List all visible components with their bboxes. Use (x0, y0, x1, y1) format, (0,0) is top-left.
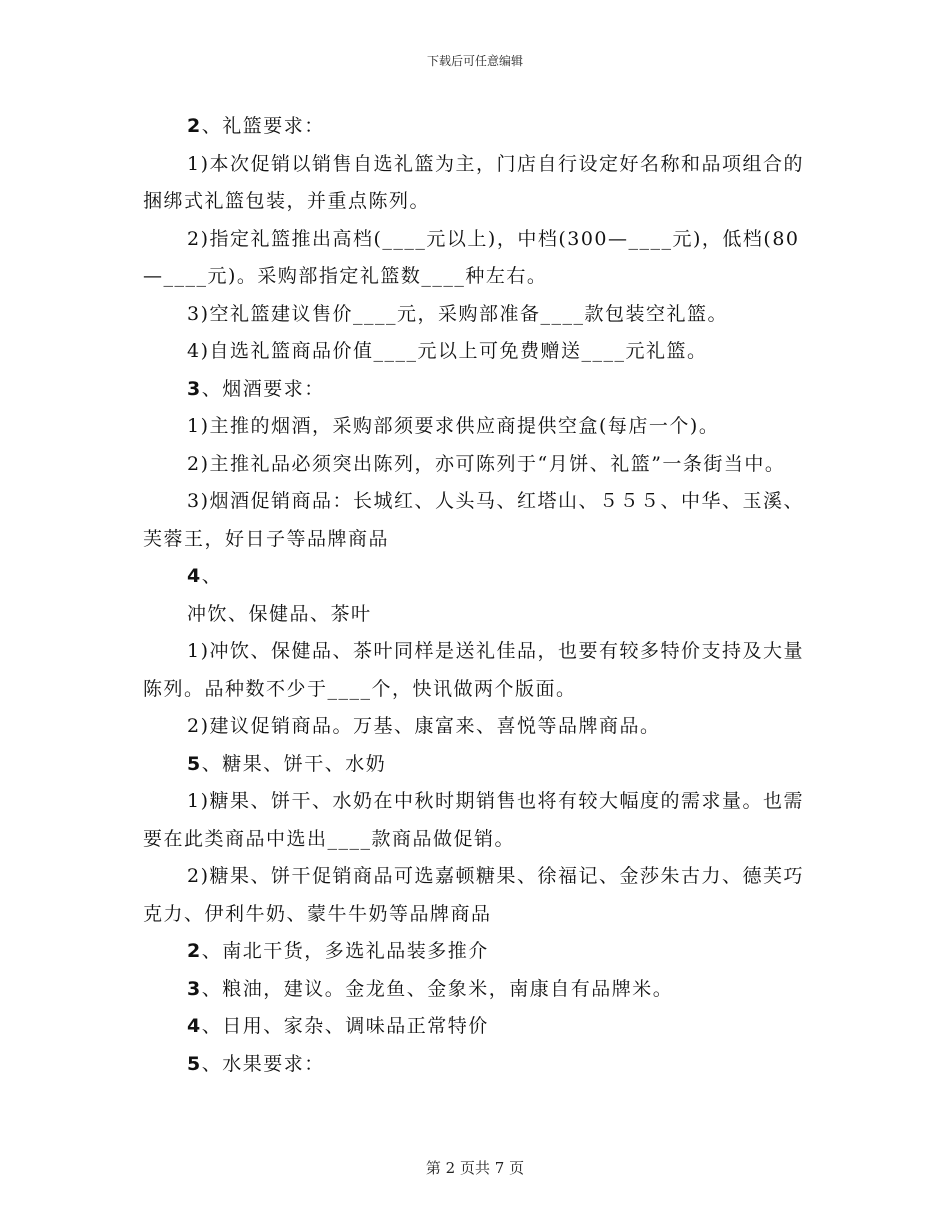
paragraph: 1)本次促销以销售自选礼篮为主，门店自行设定好名称和品项组合的捆绑式礼篮包装，并重点陈列。 (143, 152, 805, 212)
section-number: 4 (187, 565, 202, 587)
paragraph: 1)糖果、饼干、水奶在中秋时期销售也将有较大幅度的需求量。也需要在此类商品中选出____款商品做促销。 (143, 790, 805, 850)
section-number: 2 (187, 115, 202, 137)
section-number: 3 (187, 977, 202, 1000)
section-number: 5 (187, 752, 202, 775)
section-title: 、 (201, 565, 223, 587)
page-footer: 第 2 页共 7 页 (425, 1159, 525, 1177)
section-title: 、日用、家杂、调味品正常特价 (201, 1015, 489, 1037)
paragraph: 4)自选礼篮商品价值____元以上可免费赠送____元礼篮。 (187, 340, 708, 362)
section-heading (143, 933, 808, 971)
section-title: 、水果要求： (201, 1052, 325, 1075)
section-heading (143, 108, 808, 146)
paragraph: 3)烟酒促销商品：长城红、人头马、红塔山、５５５、中华、玉溪、芙蓉王，好日子等品牌商品 (143, 490, 805, 550)
section-title: 、糖果、饼干、水奶 (201, 752, 387, 775)
section-number: 2 (187, 940, 202, 962)
paragraph: 2)建议促销商品。万基、康富来、喜悦等品牌商品。 (187, 715, 661, 737)
paragraph: 冲饮、保健品、茶叶 (187, 602, 372, 625)
page-header: 下载后可任意编辑 (426, 54, 523, 68)
section-heading (143, 1046, 808, 1084)
section-number: 3 (187, 377, 202, 400)
section-title: 、粮油，建议。金龙鱼、金象米，南康自有品牌米。 (201, 977, 674, 1000)
section-heading (143, 746, 808, 784)
section-heading (143, 558, 808, 596)
section-number: 5 (187, 1052, 202, 1075)
paragraph: 2)糖果、饼干促销商品可选嘉顿糖果、徐福记、金莎朱古力、德芙巧克力、伊利牛奶、蒙牛牛奶等品牌商品 (143, 865, 805, 925)
section-heading (143, 371, 808, 409)
section-title: 、烟酒要求： (201, 377, 325, 400)
section-title: 、南北干货，多选礼品装多推介 (201, 940, 489, 962)
paragraph: 1)冲饮、保健品、茶叶同样是送礼佳品，也要有较多特价支持及大量陈列。品种数不少于____个，快讯做两个版面。 (143, 640, 805, 700)
paragraph: 3)空礼篮建议售价____元，采购部准备____款包装空礼篮。 (187, 302, 729, 325)
section-heading (143, 971, 808, 1009)
document-body (143, 108, 808, 1083)
section-title: 、礼篮要求： (201, 115, 325, 137)
section-heading (143, 1008, 808, 1046)
paragraph: 1)主推的烟酒，采购部须要求供应商提供空盒(每店一个)。 (187, 415, 720, 437)
section-number: 4 (187, 1015, 202, 1037)
paragraph: 2)指定礼篮推出高档(____元以上)，中档(300—____元)，低档(80—____元)。采购部指定礼篮数____种左右。 (143, 227, 800, 287)
paragraph: 2)主推礼品必须突出陈列，亦可陈列于“月饼、礼篮”一条街当中。 (187, 452, 786, 475)
